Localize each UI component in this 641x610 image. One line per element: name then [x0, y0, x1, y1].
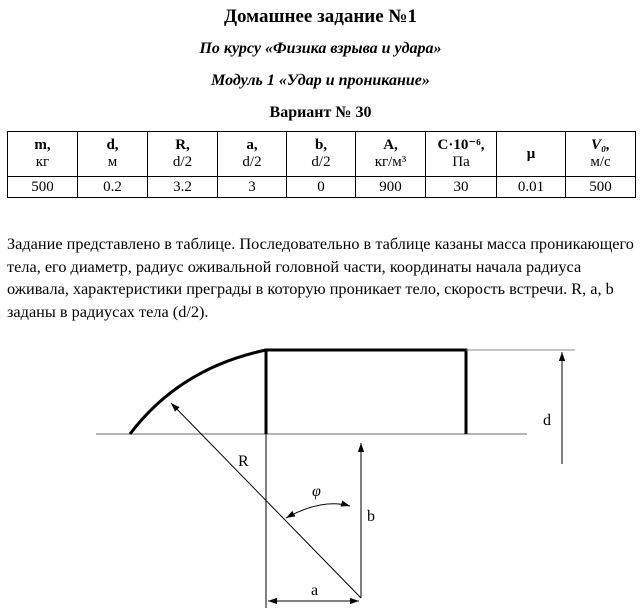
- label-d: d: [543, 412, 551, 429]
- header-cell-V0: V₀, м/с: [566, 132, 636, 177]
- value-cell-R: 3.2: [148, 177, 218, 198]
- header-cell-C: C·10⁻⁶, Па: [426, 132, 497, 177]
- header-cell-b: b, d/2: [287, 132, 356, 177]
- label-a: a: [311, 582, 319, 599]
- course-name: По курсу «Физика взрыва и удара»: [199, 40, 442, 57]
- parameters-table: [7, 131, 636, 198]
- variant-number: Вариант № 30: [269, 104, 372, 121]
- task-description: Задание представлено в таблице. Последовательно в таблице казаны масса проникающего тела, его диаметр, радиус оживальной головной части, координаты начала радиуса оживала, характеристики преграды в которую проникает тело, скорость встречи. R, a, b заданы в радиусах тела (d/2).: [7, 234, 634, 321]
- header-cell-mu: μ: [497, 132, 566, 177]
- value-cell-a: 3: [218, 177, 287, 198]
- value-cell-V0: 500: [566, 177, 636, 198]
- value-cell-d: 0.2: [78, 177, 148, 198]
- module-name: Модуль 1 «Удар и проникание»: [211, 72, 430, 89]
- table-header-row: [8, 132, 636, 177]
- header-cell-m: m, кг: [8, 132, 78, 177]
- value-cell-b: 0: [287, 177, 356, 198]
- ogive-diagram: [0, 330, 641, 610]
- value-cell-A: 900: [356, 177, 426, 198]
- header-cell-A: A, кг/м³: [356, 132, 426, 177]
- value-cell-C: 30: [426, 177, 497, 198]
- assignment-title: Домашнее задание №1: [223, 6, 418, 27]
- value-cell-mu: 0.01: [497, 177, 566, 198]
- phi-arc: [286, 504, 350, 518]
- label-b: b: [367, 508, 375, 525]
- value-cell-m: 500: [8, 177, 78, 198]
- header-cell-R: R, d/2: [148, 132, 218, 177]
- label-phi: φ: [312, 483, 321, 500]
- ogive-arc: [130, 350, 266, 434]
- label-R: R: [238, 453, 249, 470]
- header-cell-a: a, d/2: [218, 132, 287, 177]
- table-row: [8, 177, 636, 198]
- header-cell-d: d, м: [78, 132, 148, 177]
- body-outline: [266, 350, 466, 434]
